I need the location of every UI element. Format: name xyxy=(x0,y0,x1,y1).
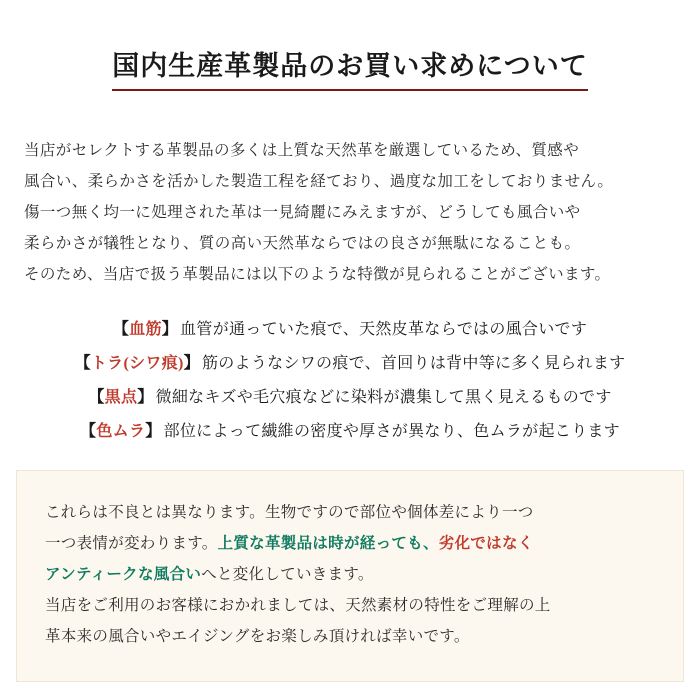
feature-list xyxy=(16,316,684,441)
feature-item-kokuten xyxy=(16,384,684,407)
note-line-3-text: へと変化していきます。 xyxy=(201,566,374,583)
feature-description: 微細なキズや毛穴痕などに染料が濃集して黒く見えるものです xyxy=(155,389,612,407)
intro-line-5: そのため、当店で扱う革製品には以下のような特徴が見られることがございます。 xyxy=(24,266,611,284)
feature-bracket-open: 【 xyxy=(74,355,91,373)
note-highlight-green-2: アンティークな風合い xyxy=(45,566,202,583)
note-line-1-text: これらは不良とは異なります。生物ですので部位や個体差により一つ xyxy=(45,504,534,521)
feature-term: 血筋 xyxy=(129,321,162,339)
feature-bracket-open: 【 xyxy=(112,321,130,339)
intro-paragraph xyxy=(24,135,676,290)
intro-line-2: 風合い、柔らかさを活かした製造工程を経ており、過度な加工をしておりません。 xyxy=(24,173,614,191)
note-line-3 xyxy=(45,559,655,590)
intro-line-4: 柔らかさが犠牲となり、質の高い天然革ならではの良さが無駄になることも。 xyxy=(24,235,581,253)
feature-item-iromura xyxy=(16,418,684,441)
feature-bracket-close: 】 xyxy=(137,389,154,407)
feature-bracket-close: 】 xyxy=(145,423,162,441)
feature-bracket-close: 】 xyxy=(183,355,200,373)
note-line-1 xyxy=(45,497,655,528)
feature-bracket-close: 】 xyxy=(161,321,179,339)
note-line-5: 革本来の風合いやエイジングをお楽しみ頂ければ幸いです。 xyxy=(45,628,470,645)
feature-bracket-open: 【 xyxy=(80,423,97,441)
intro-line-3: 傷一つ無く均一に処理された革は一見綺麗にみえますが、どうしても風合いや xyxy=(24,204,581,222)
feature-term: トラ(シワ痕) xyxy=(90,355,184,373)
feature-bracket-open: 【 xyxy=(88,389,105,407)
intro-line-1: 当店がセレクトする革製品の多くは上質な天然革を厳選しているため、質感や xyxy=(24,142,580,160)
note-box xyxy=(16,470,684,682)
note-highlight-green-1: 上質な革製品は時が経っても、 xyxy=(217,535,439,552)
feature-item-chisuji xyxy=(16,316,684,339)
feature-term: 色ムラ xyxy=(96,423,146,441)
note-line-2-text: 一つ表情が変わります。 xyxy=(45,535,218,552)
feature-item-tora xyxy=(16,350,684,373)
feature-description: 部位によって繊維の密度や厚さが異なり、色ムラが起こります xyxy=(163,423,620,441)
title-section xyxy=(0,0,700,109)
feature-description: 血管が通っていた痕で、天然皮革ならではの風合いです xyxy=(180,321,588,339)
note-line-2 xyxy=(45,528,655,559)
note-highlight-red: 劣化ではなく xyxy=(438,535,534,552)
feature-term: 黒点 xyxy=(104,389,138,407)
note-line-4: 当店をご利用のお客様におかれましては、天然素材の特性をご理解の上 xyxy=(45,597,551,614)
feature-description: 筋のようなシワの痕で、首回りは背中等に多く見られます xyxy=(201,355,626,373)
page-title: 国内生産革製品のお買い求めについて xyxy=(112,44,587,91)
